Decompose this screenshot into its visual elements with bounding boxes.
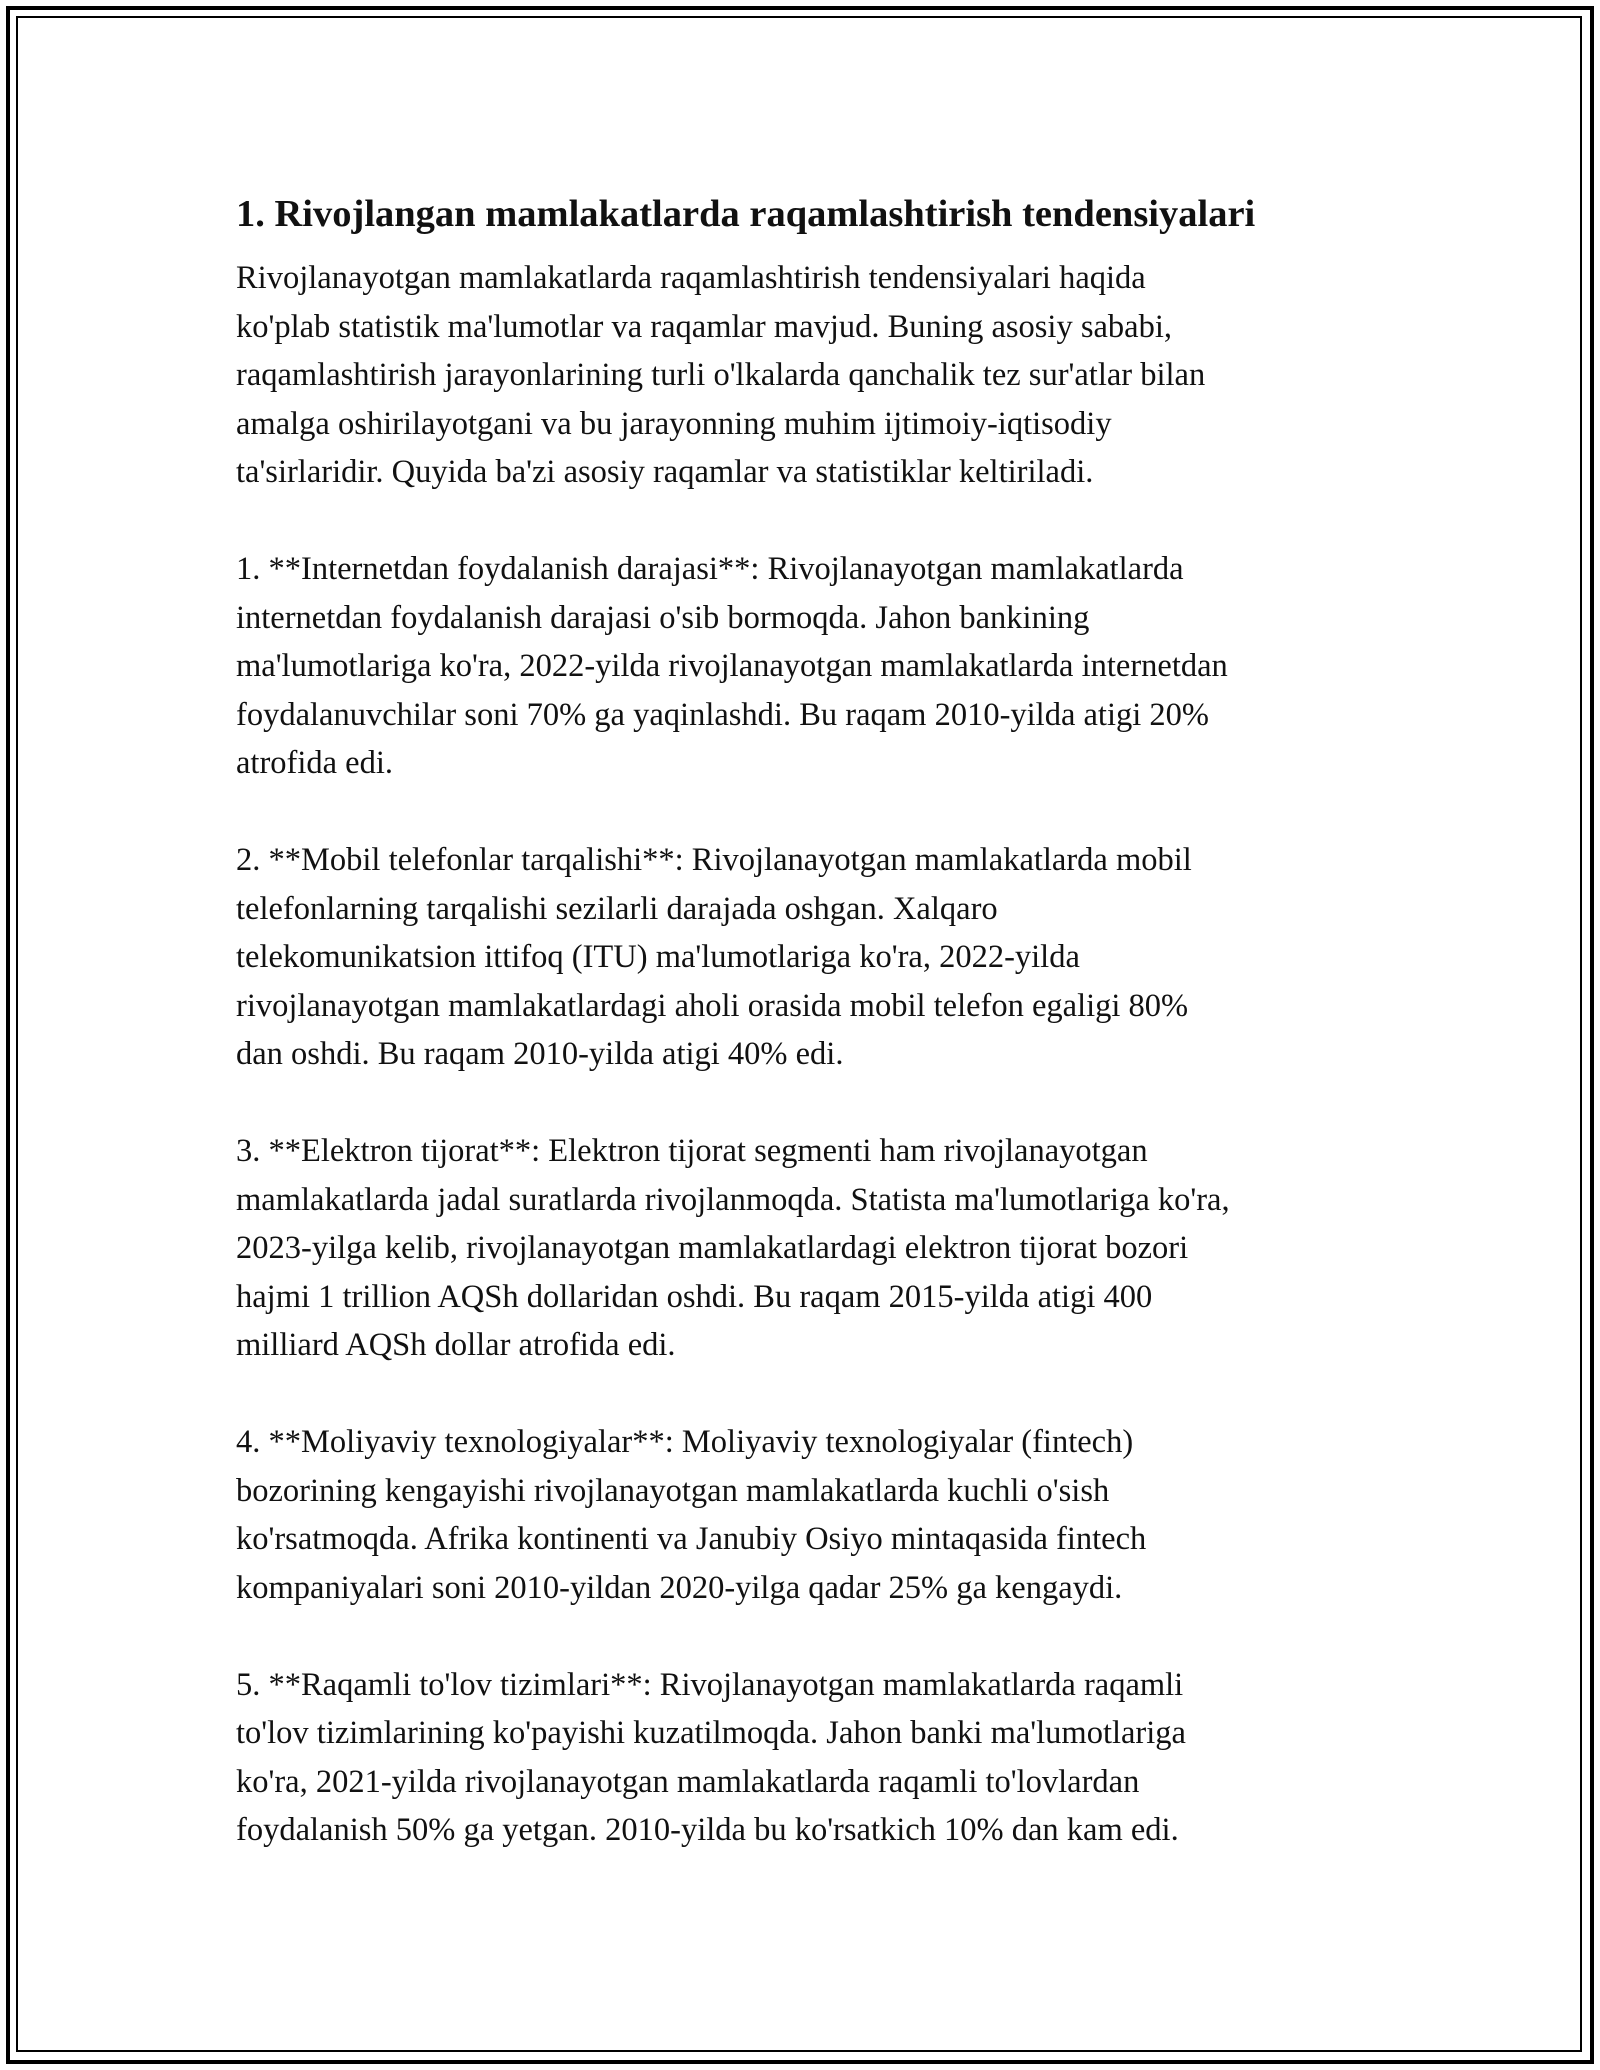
text-line: 5. **Raqamli to'lov tizimlari**: Rivojlanayotgan mamlakatlarda raqamli bbox=[236, 1666, 1184, 1703]
text-line: mamlakatlarda jadal suratlarda rivojlanmoqda. Statista ma'lumotlariga ko'ra, bbox=[236, 1181, 1230, 1218]
text-line: ko'ra, 2021-yilda rivojlanayotgan mamlakatlarda raqamli to'lovlardan bbox=[236, 1763, 1140, 1800]
intro-paragraph bbox=[236, 254, 1366, 497]
text-line: raqamlashtirish jarayonlarining turli o'lkalarda qanchalik tez sur'atlar bilan bbox=[236, 357, 1206, 393]
digital-payments-paragraph bbox=[236, 1661, 1366, 1855]
text-line: ta'sirlaridir. Quyida ba'zi asosiy raqamlar va statistiklar keltiriladi. bbox=[236, 454, 1094, 490]
text-line: 4. **Moliyaviy texnologiyalar**: Moliyaviy texnologiyalar (fintech) bbox=[236, 1424, 1134, 1460]
text-line: to'lov tizimlarining ko'payishi kuzatilmoqda. Jahon banki ma'lumotlariga bbox=[236, 1715, 1186, 1751]
internet-usage-paragraph bbox=[236, 545, 1366, 788]
text-line: 2. **Mobil telefonlar tarqalishi**: Rivojlanayotgan mamlakatlarda mobil bbox=[236, 842, 1192, 878]
text-line: Rivojlanayotgan mamlakatlarda raqamlashtirish tendensiyalari haqida bbox=[236, 260, 1146, 296]
e-commerce-paragraph bbox=[236, 1127, 1366, 1370]
text-line: hajmi 1 trillion AQSh dollaridan oshdi. Bu raqam 2015-yilda atigi 400 bbox=[236, 1278, 1153, 1315]
text-line: atrofida edi. bbox=[236, 745, 394, 781]
text-line: ko'rsatmoqda. Afrika kontinenti va Janubiy Osiyo mintaqasida fintech bbox=[236, 1521, 1147, 1557]
text-line: 3. **Elektron tijorat**: Elektron tijorat segmenti ham rivojlanayotgan bbox=[236, 1133, 1148, 1169]
text-line: ko'plab statistik ma'lumotlar va raqamlar mavjud. Buning asosiy sababi, bbox=[236, 308, 1172, 345]
text-line: internetdan foydalanish darajasi o'sib bormoqda. Jahon bankining bbox=[236, 599, 1090, 636]
text-line: milliard AQSh dollar atrofida edi. bbox=[236, 1327, 676, 1363]
text-line: ma'lumotlariga ko'ra, 2022-yilda rivojlanayotgan mamlakatlarda internetdan bbox=[236, 648, 1228, 684]
text-line: rivojlanayotgan mamlakatlardagi aholi orasida mobil telefon egaligi 80% bbox=[236, 987, 1189, 1024]
text-line: foydalanish 50% ga yetgan. 2010-yilda bu ko'rsatkich 10% dan kam edi. bbox=[236, 1812, 1179, 1848]
text-line: telefonlarning tarqalishi sezilarli darajada oshgan. Xalqaro bbox=[236, 890, 998, 927]
text-line: foydalanuvchilar soni 70% ga yaqinlashdi. Bu raqam 2010-yilda atigi 20% bbox=[236, 696, 1209, 733]
document-body bbox=[236, 186, 1366, 1903]
text-line: telekomunikatsion ittifoq (ITU) ma'lumotlariga ko'ra, 2022-yilda bbox=[236, 939, 1080, 975]
text-line: kompaniyalari soni 2010-yildan 2020-yilga qadar 25% ga kengaydi. bbox=[236, 1569, 1123, 1606]
text-line: amalga oshirilayotgani va bu jarayonning muhim ijtimoiy-iqtisodiy bbox=[236, 405, 1112, 442]
text-line: 1. **Internetdan foydalanish darajasi**: Rivojlanayotgan mamlakatlarda bbox=[236, 551, 1184, 587]
text-line: 2023-yilga kelib, rivojlanayotgan mamlakatlardagi elektron tijorat bozori bbox=[236, 1230, 1189, 1266]
fintech-paragraph bbox=[236, 1418, 1366, 1612]
mobile-phones-paragraph bbox=[236, 836, 1366, 1079]
document-title: 1. Rivojlangan mamlakatlarda raqamlashtirish tendensiyalari bbox=[236, 193, 1256, 235]
text-line: dan oshdi. Bu raqam 2010-yilda atigi 40% edi. bbox=[236, 1036, 844, 1072]
text-line: bozorining kengayishi rivojlanayotgan mamlakatlarda kuchli o'sish bbox=[236, 1472, 1110, 1509]
